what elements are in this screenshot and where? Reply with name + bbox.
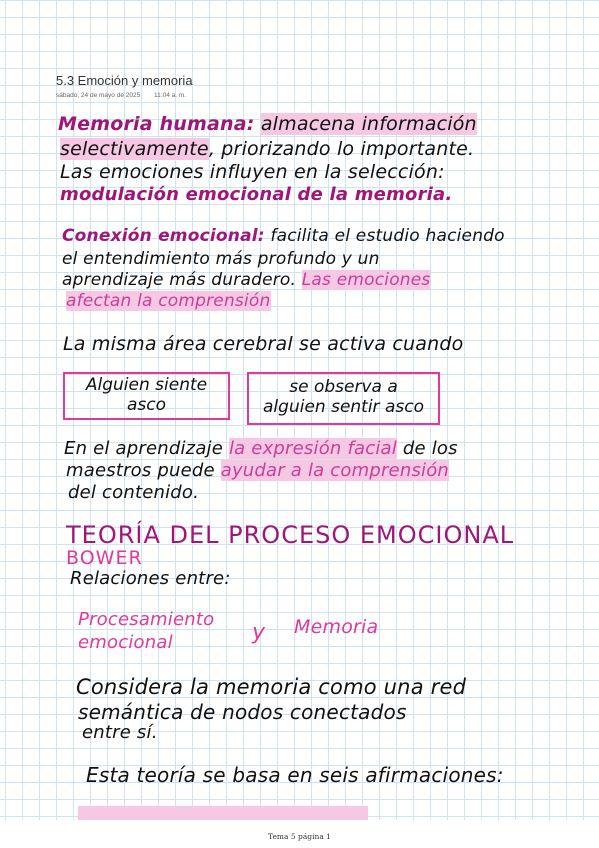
red-line-1: Considera la memoria como una red: [76, 675, 467, 699]
conexion-line-1: [62, 226, 505, 246]
page-time: 11:04 a. m.: [154, 92, 187, 99]
memoria-line-1: [58, 113, 477, 135]
teoria-heading: TEORÍA DEL PROCESO EMOCIONAL: [66, 521, 515, 549]
page-timestamp: [56, 92, 198, 99]
aprendizaje-highlight-1: la expresión facial: [228, 438, 397, 459]
aprendizaje-text-a: En el aprendizaje: [64, 438, 224, 459]
aprendizaje-text-b: de los: [402, 438, 458, 459]
procesamiento-emocional: [78, 608, 214, 654]
aprendizaje-line-3: del contenido.: [68, 482, 200, 503]
conexion-highlight-1: Las emociones: [301, 270, 431, 290]
afirmaciones-line: Esta teoría se basa en seis afirmaciones:: [86, 763, 504, 787]
aprendizaje-highlight-2: ayudar a la comprensión: [220, 460, 450, 481]
page-date: sábado, 24 de mayo de 2025: [56, 92, 141, 99]
y-connector: y: [252, 620, 266, 645]
box-1-line-2: asco: [126, 395, 167, 415]
conexion-line-1-rest: facilita el estudio haciendo: [270, 226, 505, 246]
memoria-highlight-1: almacena información: [260, 113, 477, 135]
memoria-line-3: Las emociones influyen en la selección:: [60, 161, 445, 183]
box-siente-asco-text: [63, 375, 230, 415]
red-line-2: semántica de nodos conectados: [78, 700, 407, 724]
memoria-term: Memoria humana:: [58, 113, 255, 135]
memoria-line-2-rest: , priorizando lo importante.: [208, 138, 475, 160]
memoria-label: Memoria: [294, 616, 379, 638]
box-observa-asco-text: [247, 377, 440, 417]
conexion-line-3: [62, 270, 430, 290]
conexion-highlight-2: afectan la comprensión: [66, 291, 271, 311]
area-line: La misma área cerebral se activa cuando: [63, 333, 464, 355]
memoria-line-4: modulación emocional de la memoria.: [60, 184, 453, 205]
relaciones-line: Relaciones entre:: [70, 568, 231, 589]
box-1-line-1: Alguien siente: [85, 375, 208, 395]
memoria-line-2: [60, 138, 474, 160]
procesamiento-line-1: Procesamiento: [78, 609, 215, 630]
aprendizaje-text-c: maestros puede: [66, 460, 215, 481]
conexion-term: Conexión emocional:: [62, 226, 265, 246]
aprendizaje-line-2: [66, 460, 449, 481]
teoria-author: BOWER: [66, 547, 143, 569]
red-line-3: entre sí.: [82, 722, 158, 743]
page-title: 5.3 Emoción y memoria: [56, 73, 193, 88]
conexion-line-3-text: aprendizaje más duradero.: [62, 270, 297, 290]
memoria-highlight-2: selectivamente: [60, 138, 209, 160]
conexion-line-4: [66, 291, 271, 311]
aprendizaje-line-1: [64, 438, 458, 459]
box-2-line-2: alguien sentir asco: [263, 397, 424, 417]
cut-off-highlight: [78, 806, 368, 820]
conexion-line-2: el entendimiento más profundo y un: [62, 249, 380, 269]
page-footer: Tema 5 página 1: [268, 832, 331, 841]
procesamiento-line-2: emocional: [78, 632, 173, 653]
box-2-line-1: se observa a: [289, 377, 398, 397]
